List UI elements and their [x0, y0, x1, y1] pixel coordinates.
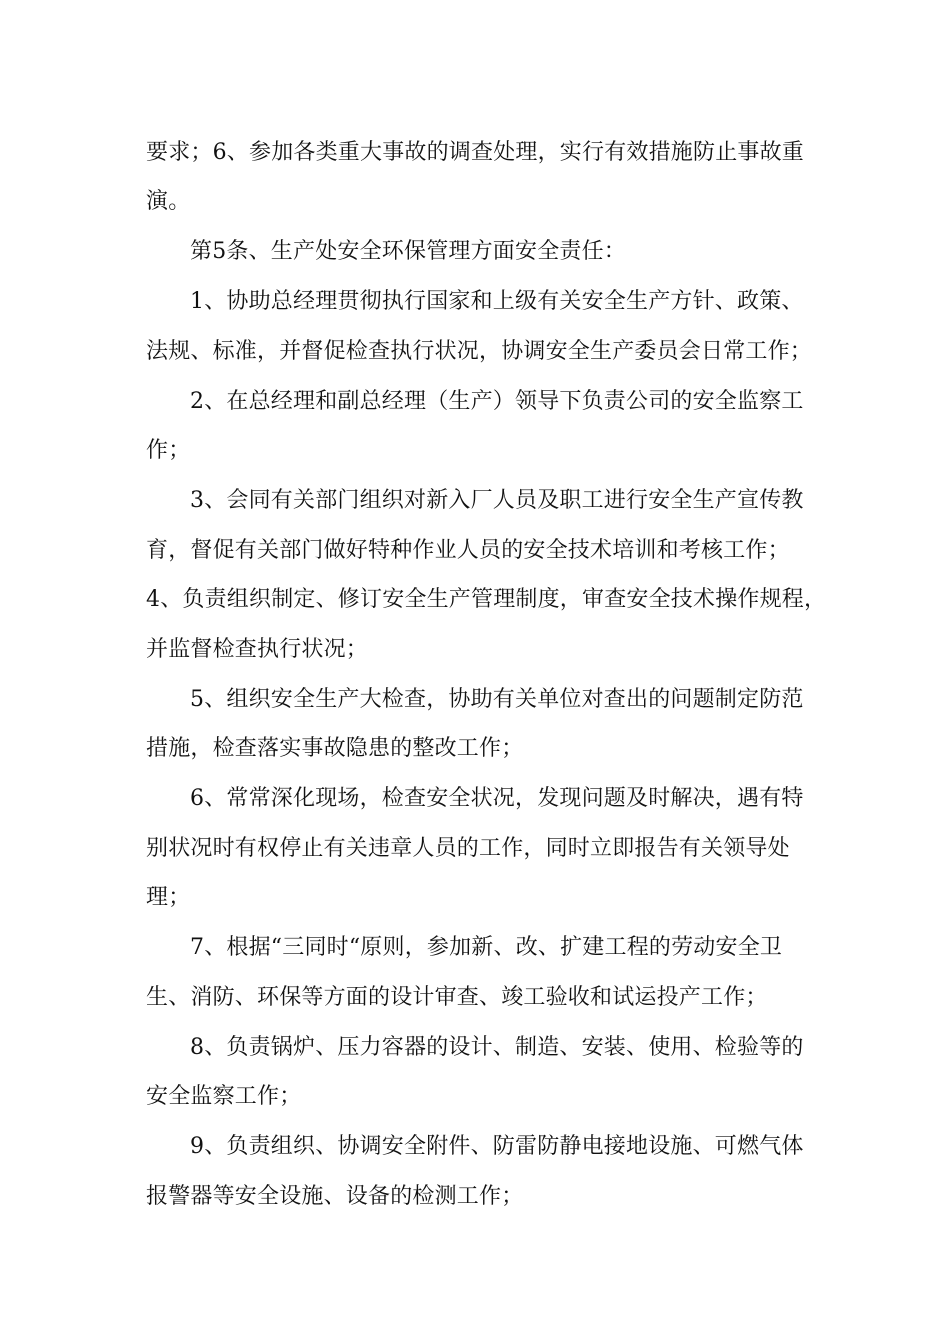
text-line-17: 7、根据“三同时“原则，参加新、改、扩建工程的劳动安全卫 — [190, 935, 783, 960]
text-line-10: 4、负责组织制定、修订安全生产管理制度，审查安全技术操作规程， — [146, 587, 827, 612]
text-line-21: 9、负责组织、协调安全附件、防雷防静电接地设施、可燃气体 — [190, 1134, 804, 1159]
text-line-4: 1、协助总经理贯彻执行国家和上级有关安全生产方针、政策、 — [190, 289, 804, 314]
text-line-16: 理； — [146, 885, 191, 910]
text-line-14: 6、常常深化现场，检查安全状况，发现问题及时解决，遇有特 — [190, 786, 804, 811]
text-line-11: 并监督检查执行状况； — [146, 637, 369, 662]
text-line-18: 生、消防、环保等方面的设计审查、竣工验收和试运投产工作； — [146, 985, 768, 1010]
text-line-15: 别状况时有权停止有关违章人员的工作，同时立即报告有关领导处 — [146, 836, 790, 861]
article-5-heading: 第5条、生产处安全环保管理方面安全责任： — [190, 239, 626, 264]
text-line-2: 演。 — [146, 189, 191, 214]
text-line-6: 2、在总经理和副总经理（生产）领导下负责公司的安全监察工 — [190, 389, 804, 414]
text-line-12: 5、组织安全生产大检查，协助有关单位对查出的问题制定防范 — [190, 687, 804, 712]
text-line-20: 安全监察工作； — [146, 1084, 302, 1109]
text-line-19: 8、负责锅炉、压力容器的设计、制造、安装、使用、检验等的 — [190, 1035, 804, 1060]
text-line-1: 要求；6、参加各类重大事故的调查处理，实行有效措施防止事故重 — [146, 140, 804, 165]
text-line-8: 3、会同有关部门组织对新入厂人员及职工进行安全生产宣传教 — [190, 488, 804, 513]
text-line-7: 作； — [146, 438, 191, 463]
text-line-22: 报警器等安全设施、设备的检测工作； — [146, 1184, 524, 1209]
text-line-5: 法规、标准，并督促检查执行状况，协调安全生产委员会日常工作； — [146, 339, 813, 364]
text-line-13: 措施，检查落实事故隐患的整改工作； — [146, 736, 524, 761]
text-line-9: 育，督促有关部门做好特种作业人员的安全技术培训和考核工作； — [146, 538, 790, 563]
